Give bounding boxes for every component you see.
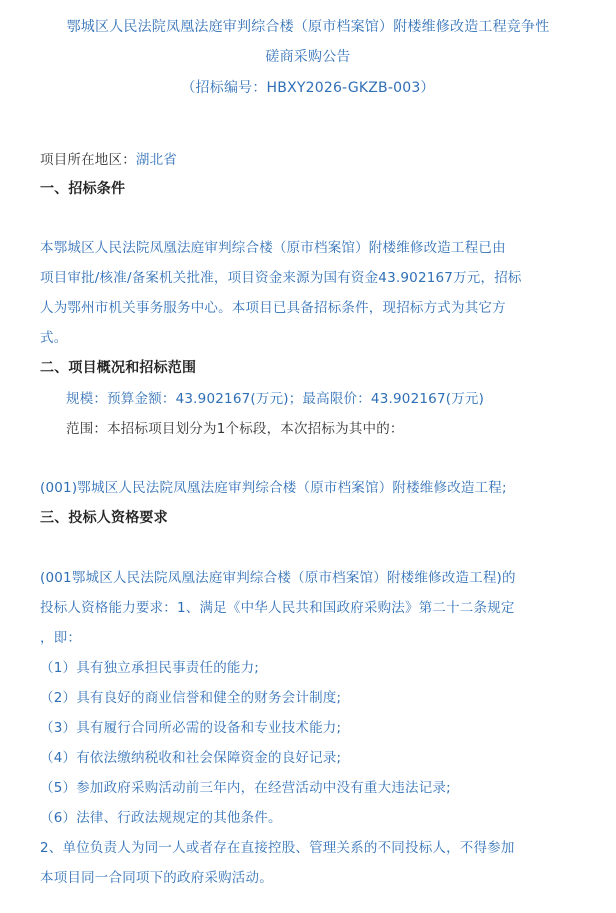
region-value: 湖北省 xyxy=(135,152,178,168)
requirement-line-3: ，即： xyxy=(40,630,82,646)
section-1-para-line-1: 本鄂城区人民法院凤凰法庭审判综合楼（原市档案馆）附楼维修改造工程已由 xyxy=(40,240,506,256)
section-1-para-line-4: 式。 xyxy=(40,330,68,346)
section-1-para-line-2: 项目审批/核准/备案机关批准，项目资金来源为国有资金43.902167万元，招标 xyxy=(40,270,522,286)
section-1-heading: 一、招标条件 xyxy=(40,181,126,197)
requirement-2-line-2: 本项目同一合同项下的政府采购活动。 xyxy=(40,870,273,886)
requirement-item-2: （2）具有良好的商业信誉和健全的财务会计制度; xyxy=(40,690,342,706)
scale-line: 规模：预算金额：43.902167(万元)；最高限价：43.902167(万元) xyxy=(66,391,485,407)
requirement-item-3: （3）具有履行合同所必需的设备和专业技术能力; xyxy=(40,720,342,736)
requirement-line-1: (001鄂城区人民法院凤凰法庭审判综合楼（原市档案馆）附楼维修改造工程)的 xyxy=(40,570,516,586)
section-1-para-line-3: 人为鄂州市机关事务服务中心。本项目已具备招标条件，现招标方式为其它方 xyxy=(40,300,506,316)
bid-number: （招标编号：HBXY2026-GKZB-003） xyxy=(181,80,435,96)
requirement-item-5: （5）参加政府采购活动前三年内，在经营活动中没有重大违法记录; xyxy=(40,780,451,796)
title-line-2: 磋商采购公告 xyxy=(265,49,351,65)
section-3-heading: 三、投标人资格要求 xyxy=(40,510,168,526)
lot-line: (001)鄂城区人民法院凤凰法庭审判综合楼（原市档案馆）附楼维修改造工程; xyxy=(40,480,507,496)
region-label: 项目所在地区： xyxy=(40,152,136,168)
region-line xyxy=(40,148,177,168)
requirement-item-1: （1）具有独立承担民事责任的能力; xyxy=(40,660,260,676)
section-2-heading: 二、项目概况和招标范围 xyxy=(40,360,197,376)
title-line-1: 鄂城区人民法院凤凰法庭审判综合楼（原市档案馆）附楼维修改造工程竞争性 xyxy=(66,19,550,35)
requirement-line-2: 投标人资格能力要求：1、满足《中华人民共和国政府采购法》第二十二条规定 xyxy=(40,600,515,616)
requirement-item-6: （6）法律、行政法规规定的其他条件。 xyxy=(40,810,282,826)
requirement-item-4: （4）有依法缴纳税收和社会保障资金的良好记录; xyxy=(40,750,342,766)
scope-line: 范围：本招标项目划分为1个标段，本次招标为其中的： xyxy=(66,421,404,437)
requirement-2-line-1: 2、单位负责人为同一人或者存在直接控股、管理关系的不同投标人，不得参加 xyxy=(40,840,515,856)
